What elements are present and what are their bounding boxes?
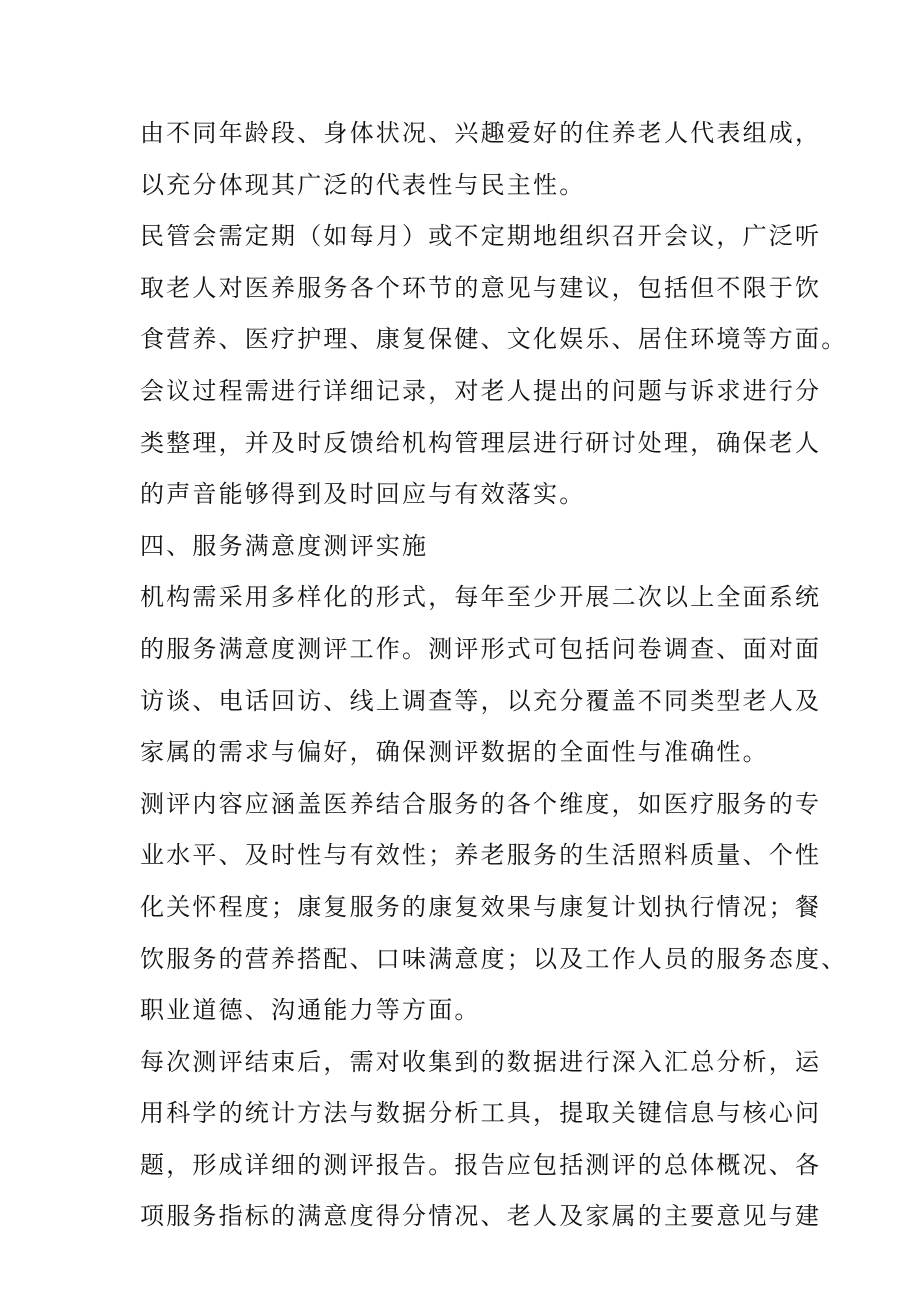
text-line: 取老人对医养服务各个环节的意见与建议，包括但不限于饮 bbox=[140, 273, 822, 302]
text-line: 访谈、电话回访、线上调查等，以充分覆盖不同类型老人及 bbox=[140, 686, 822, 715]
document-body bbox=[140, 108, 848, 1243]
paragraph-evaluation-forms bbox=[140, 572, 820, 778]
text-line: 每次测评结束后，需对收集到的数据进行深入汇总分析，运 bbox=[140, 1047, 822, 1076]
text-line: 民管会需定期（如每月）或不定期地组织召开会议，广泛听 bbox=[140, 222, 822, 251]
text-line: 用科学的统计方法与数据分析工具，提取关键信息与核心问 bbox=[140, 1099, 822, 1128]
text-line: 的声音能够得到及时回应与有效落实。 bbox=[140, 480, 586, 509]
section-heading bbox=[140, 521, 820, 573]
text-line: 以充分体现其广泛的代表性与民主性。 bbox=[140, 170, 586, 199]
text-line: 机构需采用多样化的形式，每年至少开展二次以上全面系统 bbox=[140, 583, 822, 612]
paragraph-committee-meetings bbox=[140, 211, 848, 366]
text-line: 的服务满意度测评工作。测评形式可包括问卷调查、面对面 bbox=[140, 634, 822, 663]
text-line: 职业道德、沟通能力等方面。 bbox=[140, 996, 481, 1025]
text-line: 业水平、及时性与有效性；养老服务的生活照料质量、个性 bbox=[140, 841, 822, 870]
paragraph-evaluation-analysis bbox=[140, 1037, 820, 1243]
text-line: 食营养、医疗护理、康复保健、文化娱乐、居住环境等方面。 bbox=[140, 325, 848, 354]
heading-satisfaction-evaluation: 四、服务满意度测评实施 bbox=[140, 531, 429, 560]
text-line: 题，形成详细的测评报告。报告应包括测评的总体概况、各 bbox=[140, 1150, 822, 1179]
paragraph-committee-composition bbox=[140, 108, 820, 211]
paragraph-evaluation-content bbox=[140, 779, 848, 1037]
text-line: 项服务指标的满意度得分情况、老人及家属的主要意见与建 bbox=[140, 1202, 822, 1231]
text-line: 化关怀程度；康复服务的康复效果与康复计划执行情况；餐 bbox=[140, 892, 822, 921]
paragraph-meeting-records bbox=[140, 366, 820, 521]
text-line: 类整理，并及时反馈给机构管理层进行研讨处理，确保老人 bbox=[140, 428, 822, 457]
text-line: 由不同年龄段、身体状况、兴趣爱好的住养老人代表组成， bbox=[140, 119, 822, 147]
text-line: 测评内容应涵盖医养结合服务的各个维度，如医疗服务的专 bbox=[140, 789, 822, 818]
text-line: 会议过程需进行详细记录，对老人提出的问题与诉求进行分 bbox=[140, 376, 822, 405]
text-line: 家属的需求与偏好，确保测评数据的全面性与准确性。 bbox=[140, 738, 769, 767]
text-line: 饮服务的营养搭配、口味满意度；以及工作人员的服务态度、 bbox=[140, 944, 848, 973]
